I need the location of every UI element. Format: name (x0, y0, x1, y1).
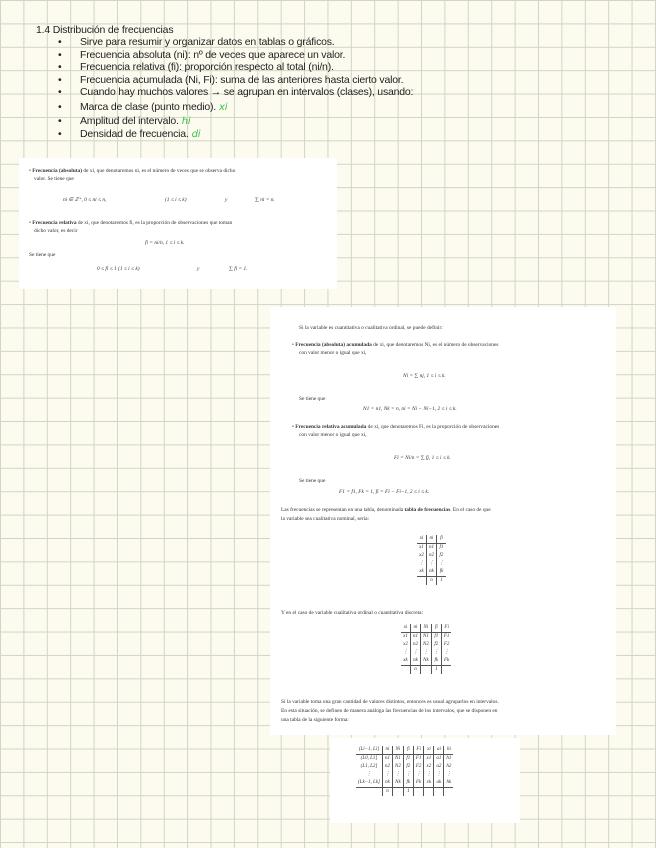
table-cell: 1 (431, 666, 441, 675)
table-cell: (Lk−1, Lk] (358, 780, 380, 785)
table-cell (434, 788, 444, 797)
table-cell: Nk (421, 657, 432, 666)
table-row (401, 633, 451, 642)
table-cell: (L1, L2] (360, 764, 378, 769)
table-intro-text: Las frecuencias se representan en una tabla, denominada tabla de frecuencias. En el caso de que (281, 507, 491, 513)
list-item: • Cuando hay muchos valores → se agrupan en intervalos (clases), usando: (80, 86, 636, 98)
table-cell: ⋮ (419, 561, 424, 566)
table-cell: N1 (421, 633, 432, 642)
table-cell: n2 (383, 763, 393, 771)
table-cell: Fi (413, 746, 424, 755)
formula: (1 ≤ i ≤ k) (165, 197, 187, 203)
formula: ∑ fi = 1. (229, 266, 248, 272)
table-cell: n2 (427, 552, 437, 560)
table-cell: xk (424, 779, 434, 788)
ordinal-intro-text: Y en el caso de variable cualitativa ordinal o cuantitativa discreta: (281, 610, 423, 616)
table-cell: hi (444, 746, 454, 755)
table-cell: ⋮ (431, 649, 441, 657)
table-cell: ⋮ (444, 771, 454, 779)
table-cell (421, 666, 432, 675)
table-row (401, 666, 451, 675)
table-cell: n (411, 666, 421, 675)
cum-abs-paragraph: • Frecuencia (absoluta) acumulada de xi, que denotaremos Ni, es el número de observaciones (292, 342, 499, 348)
table-row (356, 788, 453, 797)
table-cell: ni (427, 535, 437, 544)
table-cell (413, 788, 424, 797)
cum-rel-text: Se tiene que (299, 478, 326, 484)
handwritten-annotation: xi (219, 102, 228, 114)
table-cell: ⋮ (411, 649, 421, 657)
list-item: • Amplitud del intervalo. hi (80, 115, 636, 128)
handwritten-annotation: di (191, 129, 201, 141)
table-cell: f1 (437, 544, 447, 553)
table-row (356, 755, 453, 764)
table-cell: xi (401, 624, 411, 633)
table-cell (441, 666, 451, 675)
formula: fi = ni/n, 1 ≤ i ≤ k. (145, 240, 185, 246)
table-cell: ⋮ (383, 771, 393, 779)
table-cell: x2 (403, 642, 408, 647)
table-cell: nk (427, 568, 437, 577)
table-cell: ⋮ (427, 560, 437, 568)
cum-rel-paragraph: • Frecuencia relativa acumulada de xi, que denotaremos Fi, es la proporción de observaciones (292, 424, 500, 430)
formula: ni ∈ ℤ⁺, 0 ≤ ni ≤ n, (63, 197, 107, 203)
frequency-table-ordinal (401, 624, 451, 674)
table-row (417, 544, 446, 553)
table-cell: h2 (444, 763, 454, 771)
table-cell: F2 (441, 641, 451, 649)
list-item: • Frecuencia absoluta (ni): nº de veces que aparece un valor. (80, 49, 636, 61)
list-item: • Frecuencia acumulada (Ni, Fi): suma de las anteriores hasta cierto valor. (80, 74, 636, 86)
table-row (417, 552, 446, 560)
table-cell: nk (411, 657, 421, 666)
table-row (417, 535, 446, 544)
table-cell: ⋮ (393, 771, 404, 779)
formula: F1 = f1, Fk = 1, fi = Fi − Fi−1, 2 ≤ i ≤ k. (339, 489, 430, 495)
table-cell: a2 (434, 763, 444, 771)
table-row (356, 763, 453, 771)
table-cell: fi (437, 535, 447, 544)
table-cell: n1 (383, 755, 393, 764)
table-cell: ni (411, 624, 421, 633)
abs-freq-text: valor. Se tiene que (34, 176, 74, 182)
table-cell: x2 (419, 553, 424, 558)
table-cell: xi (424, 746, 434, 755)
pasted-snippet-frequencies (19, 158, 337, 289)
table-row (401, 641, 451, 649)
table-cell: F1 (413, 755, 424, 764)
interval-intro-text: una tabla de la siguiente forma: (281, 717, 349, 723)
rel-freq-text: Se tiene que (29, 252, 56, 258)
formula: 0 ≤ fi ≤ 1 (1 ≤ i ≤ k) (97, 266, 140, 272)
table-cell: N1 (393, 755, 404, 764)
table-cell: x1 (403, 634, 408, 639)
table-cell: Fi (441, 624, 451, 633)
table-cell: fk (437, 568, 447, 577)
interval-intro-text: Si la variable toma una gran cantidad de valores distintos, entonces es usual agruparlos en intervalos. (281, 699, 499, 705)
table-cell: n (427, 577, 437, 586)
table-cell: nk (383, 779, 393, 788)
list-item: • Sirve para resumir y organizar datos en tablas o gráficos. (80, 36, 636, 48)
table-cell: fi (403, 746, 413, 755)
table-cell: n2 (411, 641, 421, 649)
table-cell: Ni (393, 746, 404, 755)
table-cell: fk (431, 657, 441, 666)
list-item: • Marca de clase (punto medio). xi (80, 101, 636, 114)
table-cell: n1 (411, 633, 421, 642)
table-cell (356, 788, 383, 797)
table-cell: ⋮ (403, 650, 408, 655)
table-cell: (Li−1, Li] (356, 746, 383, 755)
table-cell: ⋮ (366, 772, 372, 777)
frequency-table-intervals (356, 746, 453, 796)
table-cell: x1 (419, 545, 424, 550)
pasted-snippet-interval-table (330, 738, 520, 823)
table-cell: f2 (403, 763, 413, 771)
intro-text: Si la variable es cuantitativa o cualitativa ordinal, se puede definir: (299, 325, 443, 331)
table-cell: f1 (403, 755, 413, 764)
table-row (356, 771, 453, 779)
table-cell: Fk (441, 657, 451, 666)
notes-title: 1.4 Distribución de frecuencias (36, 24, 174, 36)
table-cell: ⋮ (403, 771, 413, 779)
table-cell: F2 (413, 763, 424, 771)
frequency-table-nominal (417, 535, 446, 585)
table-cell: xk (419, 569, 424, 574)
table-cell: n (383, 788, 393, 797)
table-row (417, 568, 446, 577)
table-row (417, 577, 446, 586)
table-row (401, 657, 451, 666)
table-cell: (L0, L1] (360, 756, 378, 761)
table-cell: Fk (413, 779, 424, 788)
table-cell: f2 (431, 641, 441, 649)
formula: y (197, 266, 200, 272)
cum-abs-text: con valor menor o igual que xi, (299, 350, 367, 356)
table-cell: N2 (393, 763, 404, 771)
table-cell: f1 (431, 633, 441, 642)
table-row (401, 649, 451, 657)
table-cell (417, 577, 427, 586)
table-cell: n1 (427, 544, 437, 553)
table-cell: 1 (403, 788, 413, 797)
table-cell: fi (431, 624, 441, 633)
table-cell: ⋮ (413, 771, 424, 779)
table-cell: x1 (424, 755, 434, 764)
abs-freq-paragraph: • Frecuencia (absoluta) de xi, que denotaremos ni, es el número de veces que se observa dicho (29, 168, 236, 174)
table-cell (401, 666, 411, 675)
table-cell: Ni (421, 624, 432, 633)
cum-abs-text: Se tiene que (299, 396, 326, 402)
handwritten-annotation: hi (181, 115, 191, 127)
table-cell: Nk (393, 779, 404, 788)
table-row (401, 624, 451, 633)
rel-freq-paragraph: • Frecuencia relativa de xi, que denotaremos fi, es la proporción de observaciones que toman (29, 220, 233, 226)
table-cell (424, 788, 434, 797)
table-cell: ⋮ (437, 560, 447, 568)
table-cell: ⋮ (441, 649, 451, 657)
table-cell: fk (403, 779, 413, 788)
formula: ∑ ni = n. (255, 197, 275, 203)
table-cell (393, 788, 404, 797)
table-cell: N2 (421, 641, 432, 649)
table-cell: h1 (444, 755, 454, 764)
interval-intro-text: En esta situación, se definen de manera análoga las frecuencias de los intervalos, que se disponen en (281, 708, 498, 714)
cum-rel-text: con valor menor o igual que xi, (299, 432, 367, 438)
table-cell: ⋮ (434, 771, 444, 779)
table-row (356, 779, 453, 788)
table-cell: a1 (434, 755, 444, 764)
table-cell: 1 (437, 577, 447, 586)
table-cell: ⋮ (421, 649, 432, 657)
table-cell (444, 788, 454, 797)
formula: y (225, 197, 228, 203)
table-row (417, 560, 446, 568)
table-intro-text: la variable sea cualitativa nominal, sería: (281, 516, 370, 522)
table-cell: hk (444, 779, 454, 788)
formula: Fi = Ni/n = ∑ fj, 1 ≤ i ≤ k. (394, 455, 451, 461)
table-cell: ak (434, 779, 444, 788)
notes-list (36, 36, 636, 141)
table-cell: xi (417, 535, 427, 544)
handwritten-notes (36, 24, 636, 142)
table-cell: x2 (424, 763, 434, 771)
list-item: • Densidad de frecuencia. di (80, 128, 636, 141)
table-cell: f2 (437, 552, 447, 560)
pasted-snippet-cumulative (270, 307, 616, 735)
rel-freq-text: dicho valor, es decir (34, 228, 78, 234)
formula: Ni = ∑ nj, 1 ≤ i ≤ k. (403, 373, 446, 379)
formula: N1 = n1, Nk = n, ni = Ni − Ni−1, 2 ≤ i ≤ k. (363, 406, 457, 412)
list-item: • Frecuencia relativa (fi): proporción respecto al total (ni/n). (80, 61, 636, 73)
table-cell: ⋮ (424, 771, 434, 779)
table-cell: ni (383, 746, 393, 755)
table-cell: xk (403, 658, 408, 663)
table-cell: ai (434, 746, 444, 755)
table-row (356, 746, 453, 755)
table-cell: F1 (441, 633, 451, 642)
